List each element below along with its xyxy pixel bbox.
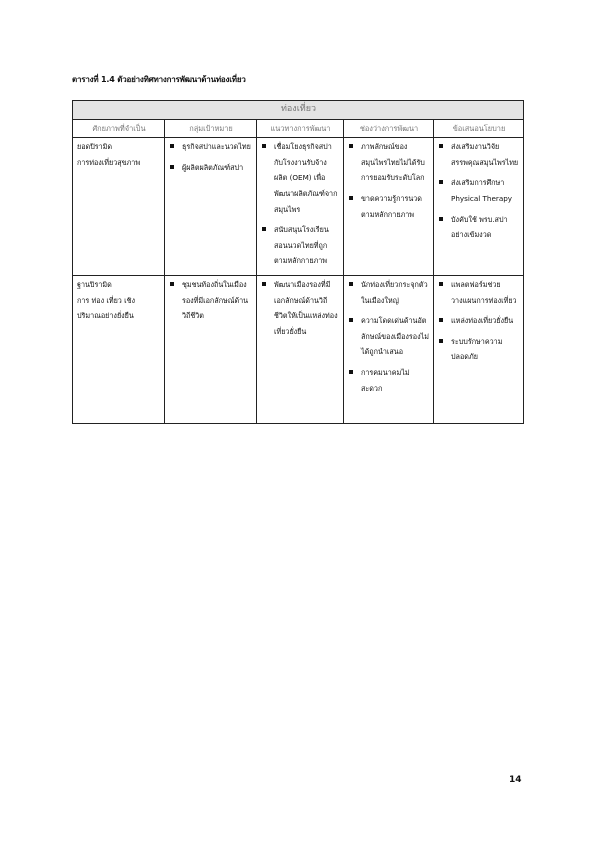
list-item: สนับสนุนโรงเรียนสอนนวดไทยที่ถูกตามหลักกายภาพ xyxy=(261,222,340,269)
header-gap: ช่องว่างการพัฒนา xyxy=(344,119,434,138)
list-item: เชื่อมโยงธุรกิจสปากับโรงงานรับจ้างผลิต (OEM) เพื่อพัฒนาผลิตภัณฑ์จากสมุนไพร xyxy=(261,139,340,217)
list-item: ระบบรักษาความปลอดภัย xyxy=(438,334,520,365)
list-item: แพลตฟอร์มช่วยวางแผนการท่องเที่ยว xyxy=(438,277,520,308)
list-item: ชุมชนท้องถิ่นในเมืองรองที่มีเอกลักษณ์ด้านวิถีชีวิต xyxy=(169,277,253,324)
gap-cell xyxy=(344,275,434,423)
header-capability: ศักยภาพที่จำเป็น xyxy=(73,119,165,138)
table-row xyxy=(73,138,524,276)
list-item: ขาดความรู้การนวดตามหลักกายภาพ xyxy=(348,191,430,222)
tourism-development-table xyxy=(72,100,524,424)
row-label-line: การท่องเที่ยวสุขภาพ xyxy=(77,157,141,167)
target-cell xyxy=(165,275,257,423)
row-label-line: ยอดปิรามิด xyxy=(77,142,113,152)
policy-cell xyxy=(434,138,524,276)
approach-cell xyxy=(257,138,344,276)
list-item: ส่งเสริมการศึกษา Physical Therapy xyxy=(438,175,520,206)
list-item: การคมนาคมไม่สะดวก xyxy=(348,365,430,396)
row-label-line: ฐานปิรามิด xyxy=(77,279,112,289)
list-item: ความโดดเด่นด้านอัตลักษณ์ของเมืองรองไม่ได้ถูกนำเสนอ xyxy=(348,313,430,360)
list-item: ผู้ผลิตผลิตภัณฑ์สปา xyxy=(169,160,253,176)
list-item: ภาพลักษณ์ของสมุนไพรไทยไม่ได้รับการยอมรับระดับโลก xyxy=(348,139,430,186)
list-item: บังคับใช้ พรบ.สปาอย่างเข้มงวด xyxy=(438,212,520,243)
policy-cell xyxy=(434,275,524,423)
header-approach: แนวทางการพัฒนา xyxy=(257,119,344,138)
list-item: แหล่งท่องเที่ยวยั่งยืน xyxy=(438,313,520,329)
list-item: นักท่องเที่ยวกระจุกตัวในเมืองใหญ่ xyxy=(348,277,430,308)
list-item: ส่งเสริมงานวิจัยสรรพคุณสมุนไพรไทย xyxy=(438,139,520,170)
header-target-group: กลุ่มเป้าหมาย xyxy=(165,119,257,138)
header-row xyxy=(73,119,524,138)
table-title: ท่องเที่ยว xyxy=(280,104,317,114)
gap-cell xyxy=(344,138,434,276)
row-label-cell xyxy=(73,138,165,276)
approach-cell xyxy=(257,275,344,423)
table-title-cell xyxy=(73,101,524,120)
page-number: 14 xyxy=(509,775,522,785)
target-cell xyxy=(165,138,257,276)
table-caption: ตารางที่ 1.4 ตัวอย่างทิศทางการพัฒนาด้านท่องเที่ยว xyxy=(72,75,246,84)
table-row xyxy=(73,275,524,423)
row-label-line: การ ท่อง เที่ยว เชิง xyxy=(77,295,135,305)
row-label-cell xyxy=(73,275,165,423)
list-item: ธุรกิจสปาและนวดไทย xyxy=(169,139,253,155)
list-item: พัฒนาเมืองรองที่มีเอกลักษณ์ด้านวิถีชีวิตให้เป็นแหล่งท่องเที่ยวยั่งยืน xyxy=(261,277,340,339)
header-policy: ข้อเสนอนโยบาย xyxy=(434,119,524,138)
row-label-line: ปริมาณอย่างยั่งยืน xyxy=(77,311,134,321)
